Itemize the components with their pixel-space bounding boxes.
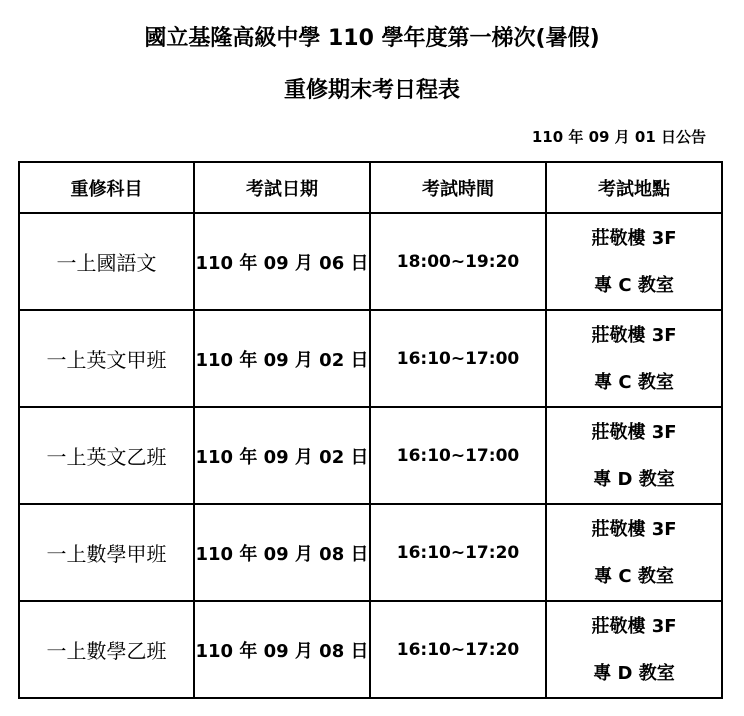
- cell-date: 110 年 09 月 08 日: [194, 504, 370, 601]
- cell-location: [546, 504, 722, 601]
- header-time: 考試時間: [370, 162, 546, 213]
- cell-date: 110 年 09 月 08 日: [194, 601, 370, 698]
- document-title: 國立基隆高級中學 110 學年度第一梯次(暑假): [144, 26, 600, 51]
- location-room: 專 C 教室: [594, 565, 674, 587]
- location-room: 專 D 教室: [593, 468, 675, 490]
- cell-location: [546, 213, 722, 310]
- location-building: 莊敬樓 3F: [591, 615, 677, 637]
- cell-time: 16:10~17:20: [370, 504, 546, 601]
- table-row: [19, 601, 722, 698]
- table-row: [19, 407, 722, 504]
- cell-subject: 一上英文乙班: [19, 407, 194, 504]
- location-room: 專 C 教室: [594, 274, 674, 296]
- table-row: [19, 213, 722, 310]
- location-room: 專 D 教室: [593, 662, 675, 684]
- cell-location: [546, 407, 722, 504]
- cell-date: 110 年 09 月 02 日: [194, 407, 370, 504]
- cell-location: [546, 601, 722, 698]
- table-row: [19, 504, 722, 601]
- cell-time: 16:10~17:20: [370, 601, 546, 698]
- cell-date: 110 年 09 月 06 日: [194, 213, 370, 310]
- cell-subject: 一上英文甲班: [19, 310, 194, 407]
- location-building: 莊敬樓 3F: [591, 227, 677, 249]
- location-building: 莊敬樓 3F: [591, 421, 677, 443]
- location-building: 莊敬樓 3F: [591, 518, 677, 540]
- cell-time: 16:10~17:00: [370, 310, 546, 407]
- cell-time: 16:10~17:00: [370, 407, 546, 504]
- header-date: 考試日期: [194, 162, 370, 213]
- table-row: [19, 310, 722, 407]
- cell-subject: 一上國語文: [19, 213, 194, 310]
- cell-subject: 一上數學乙班: [19, 601, 194, 698]
- announcement-date: 110 年 09 月 01 日公告: [531, 128, 706, 146]
- header-subject: 重修科目: [19, 162, 194, 213]
- location-room: 專 C 教室: [594, 371, 674, 393]
- document-subtitle: 重修期末考日程表: [283, 78, 460, 103]
- cell-date: 110 年 09 月 02 日: [194, 310, 370, 407]
- cell-subject: 一上數學甲班: [19, 504, 194, 601]
- cell-time: 18:00~19:20: [370, 213, 546, 310]
- header-location: 考試地點: [546, 162, 722, 213]
- table-header-row: [19, 162, 722, 213]
- location-building: 莊敬樓 3F: [591, 324, 677, 346]
- exam-schedule-table: [18, 161, 723, 699]
- cell-location: [546, 310, 722, 407]
